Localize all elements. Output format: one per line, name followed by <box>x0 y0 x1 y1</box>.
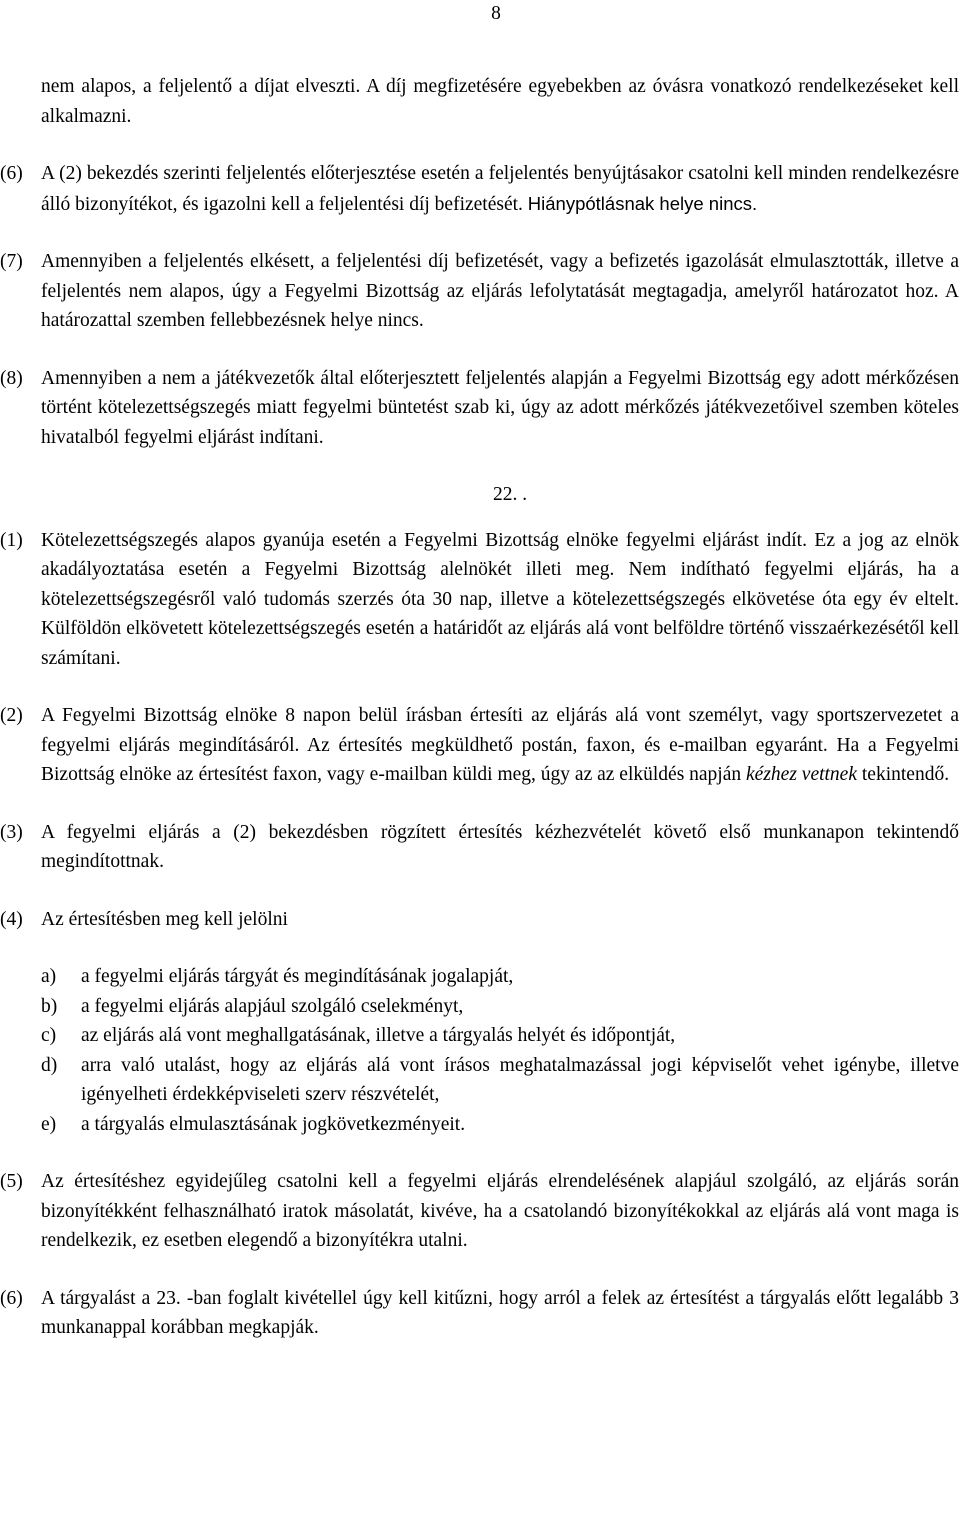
paragraph-text: A tárgyalást a 23. -ban foglalt kivétellel úgy kell kitűzni, hogy arról a felek az értesítést a tárgyalás előtt legalább 3 munkanappal korábban megkapják. <box>41 1287 959 1338</box>
list-item-letter: d) <box>41 1054 58 1076</box>
section-title: 22. . <box>492 484 528 505</box>
paragraph-22-2 <box>0 701 959 790</box>
paragraph-22-3 <box>0 818 959 877</box>
paragraph-text: A fegyelmi eljárás a (2) bekezdésben rögzített értesítés kézhezvételét követő első munkanapon tekintendő megindítottnak. <box>41 821 959 872</box>
intro-paragraph: nem alapos, a feljelentő a díjat elveszti. A díj megfizetésére egyebekben az óvásra vonatkozó rendelkezéseket kell alkalmazni. <box>41 76 959 127</box>
paragraph-21-8 <box>0 364 959 453</box>
list-item-text: az eljárás alá vont meghallgatásának, illetve a tárgyalás helyét és időpontját, <box>81 1025 676 1046</box>
paragraph-number: (6) <box>0 163 23 184</box>
list-item-letter: e) <box>41 1113 57 1135</box>
list-item-text: a tárgyalás elmulasztásának jogkövetkezményeit. <box>81 1113 466 1135</box>
list-item-text: arra való utalást, hogy az eljárás alá vont írásos meghatalmazással jogi képviselőt vehet igénybe, illetve igényelheti érdekképviseleti szerv részvételét, <box>81 1054 959 1105</box>
paragraph-number: (5) <box>0 1171 23 1192</box>
paragraph-tail: Hiánypótlásnak helye nincs. <box>527 192 758 214</box>
paragraph-21-7 <box>0 247 959 336</box>
list-item-text: a fegyelmi eljárás tárgyát és megindításának jogalapját, <box>81 966 514 987</box>
notification-requirements-list <box>41 962 959 1139</box>
paragraph-number: (4) <box>0 908 23 930</box>
paragraph-text: A (2) bekezdés szerinti feljelentés előterjesztése esetén a feljelentés benyújtásakor csatolni kell minden rendelkezésre álló bizonyítékot, és igazolni kell a feljelentési díj befizetését. <box>41 163 959 215</box>
paragraph-number: (6) <box>0 1287 23 1309</box>
paragraph-number: (2) <box>0 705 23 726</box>
paragraph-number: (7) <box>0 251 23 272</box>
paragraph-text-before: A Fegyelmi Bizottság elnöke 8 napon belül írásban értesíti az eljárás alá vont személyt, vagy sportszervezetet a fegyelmi eljárás megindításáról. Az értesítés megküldhető postán, faxon, és e-mailban egyaránt. Ha a Fegyelmi Bizottság elnöke az értesítést faxon, vagy e-mailban küldi meg, úgy az az elküldés napján <box>41 705 959 785</box>
paragraph-22-6 <box>0 1284 959 1343</box>
list-item <box>41 992 959 1022</box>
paragraph-number: (3) <box>0 821 23 843</box>
paragraph-22-4 <box>0 905 959 935</box>
paragraph-text-italic: kézhez vettnek <box>746 764 857 785</box>
list-item-text: a fegyelmi eljárás alapjául szolgáló cselekményt, <box>81 995 464 1017</box>
paragraph-number: (1) <box>0 529 23 551</box>
paragraph-text: Amennyiben a nem a játékvezetők által előterjesztett feljelentés alapján a Fegyelmi Bizottság egy adott mérkőzésen történt kötelezettségszegés miatt fegyelmi büntetést szab ki, úgy az adott mérkőzés játékvezetőivel szemben köteles hivatalból fegyelmi eljárást indítani. <box>41 367 959 448</box>
list-item-letter: b) <box>41 995 58 1017</box>
paragraph-22-5 <box>0 1167 959 1256</box>
list-item <box>41 1110 959 1140</box>
paragraph-text-after: tekintendő. <box>857 764 950 785</box>
paragraph-text: Az értesítésben meg kell jelölni <box>41 908 288 930</box>
list-item <box>41 962 959 992</box>
page-number: 8 <box>491 3 501 24</box>
paragraph-text: Amennyiben a feljelentés elkésett, a feljelentési díj befizetését, vagy a befizetés igazolását elmulasztották, illetve a feljelentés nem alapos, úgy a Fegyelmi Bizottság az eljárás lefolytatását megtagadja, amelyről határozatot hoz. A határozattal szemben fellebbezésnek helye nincs. <box>41 251 959 331</box>
paragraph-22-1 <box>0 526 959 674</box>
list-item-letter: a) <box>41 966 57 987</box>
list-item <box>41 1021 959 1051</box>
document-body <box>0 72 959 1343</box>
list-item <box>41 1051 959 1110</box>
paragraph-text: Kötelezettségszegés alapos gyanúja esetén a Fegyelmi Bizottság elnöke fegyelmi eljárást indít. Ez a jog az elnök akadályoztatása esetén a Fegyelmi Bizottság alelnökét illeti meg. Nem indítható fegyelmi eljárás, ha a kötelezettségszegésről való tudomás szerzés óta 30 nap, illetve a kötelezettségszegés elkövetése óta egy év eltelt. Külföldön elkövetett kötelezettségszegés esetén a határidőt az eljárás alá vont belföldre történő visszaérkezésétől kell számítani. <box>41 529 959 669</box>
paragraph-text: Az értesítéshez egyidejűleg csatolni kell a fegyelmi eljárás elrendelésének alapjául szolgáló, az eljárás során bizonyítékként felhasználható iratok másolatát, kivéve, ha a csatolandó bizonyítékokkal az eljárás alá vont maga is rendelkezik, ez esetben elegendő a bizonyítékra utalni. <box>41 1171 959 1251</box>
paragraph-21-6 <box>0 159 959 219</box>
list-item-letter: c) <box>41 1025 57 1046</box>
paragraph-number: (8) <box>0 367 23 389</box>
